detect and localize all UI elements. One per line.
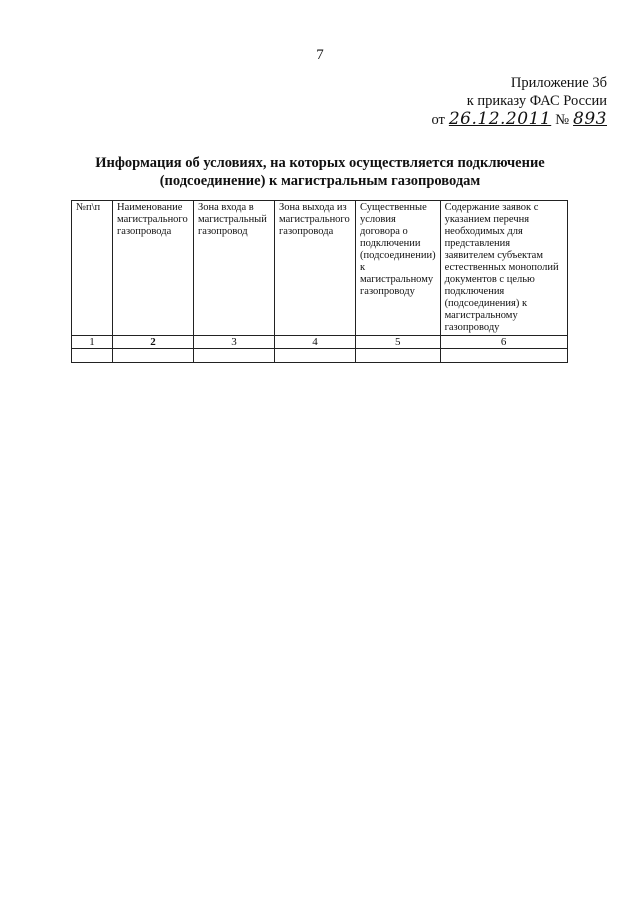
appendix-title: Приложение 3б — [510, 75, 607, 91]
appendix-date-number — [431, 110, 607, 129]
table-empty-row — [72, 349, 568, 363]
number-prefix: № — [555, 112, 570, 128]
header-cell-contract-terms: Существенные условия договора о подключении (подсоединении) к магистральному газопроводу — [356, 201, 441, 336]
column-number-cell: 4 — [275, 336, 356, 349]
empty-cell — [440, 349, 567, 363]
empty-cell — [72, 349, 113, 363]
empty-cell — [113, 349, 194, 363]
empty-cell — [275, 349, 356, 363]
number-handwritten: 893 — [573, 109, 607, 129]
header-cell-application-content: Содержание заявок с указанием перечня необходимых для представления заявителем субъектам естественных монополий документов с целью подключения (подсоединения) к магистральному газопроводу — [440, 201, 567, 336]
empty-cell — [194, 349, 275, 363]
header-cell-number: №п\п — [72, 201, 113, 336]
empty-cell — [356, 349, 441, 363]
date-prefix: от — [431, 112, 445, 128]
title-line-2: (подсоединение) к магистральным газопроводам — [159, 173, 481, 189]
header-cell-exit-zone: Зона выхода из магистрального газопровода — [275, 201, 356, 336]
column-number-cell: 3 — [194, 336, 275, 349]
column-number-cell: 5 — [356, 336, 441, 349]
column-number-cell: 2 — [113, 336, 194, 349]
document-title — [0, 154, 640, 190]
column-number-cell: 1 — [72, 336, 113, 349]
appendix-order-ref: к приказу ФАС России — [466, 93, 607, 109]
appendix-block — [431, 74, 607, 129]
page-number: 7 — [316, 47, 324, 63]
info-table — [71, 200, 568, 363]
table-header-row — [72, 201, 568, 336]
date-handwritten: 26.12.2011 — [448, 109, 552, 129]
header-cell-pipeline-name: Наименование магистрального газопровода — [113, 201, 194, 336]
column-number-cell: 6 — [440, 336, 567, 349]
header-cell-entry-zone: Зона входа в магистральный газопровод — [194, 201, 275, 336]
table-numbering-row — [72, 336, 568, 349]
title-line-1: Информация об условиях, на которых осуществляется подключение — [95, 155, 545, 171]
